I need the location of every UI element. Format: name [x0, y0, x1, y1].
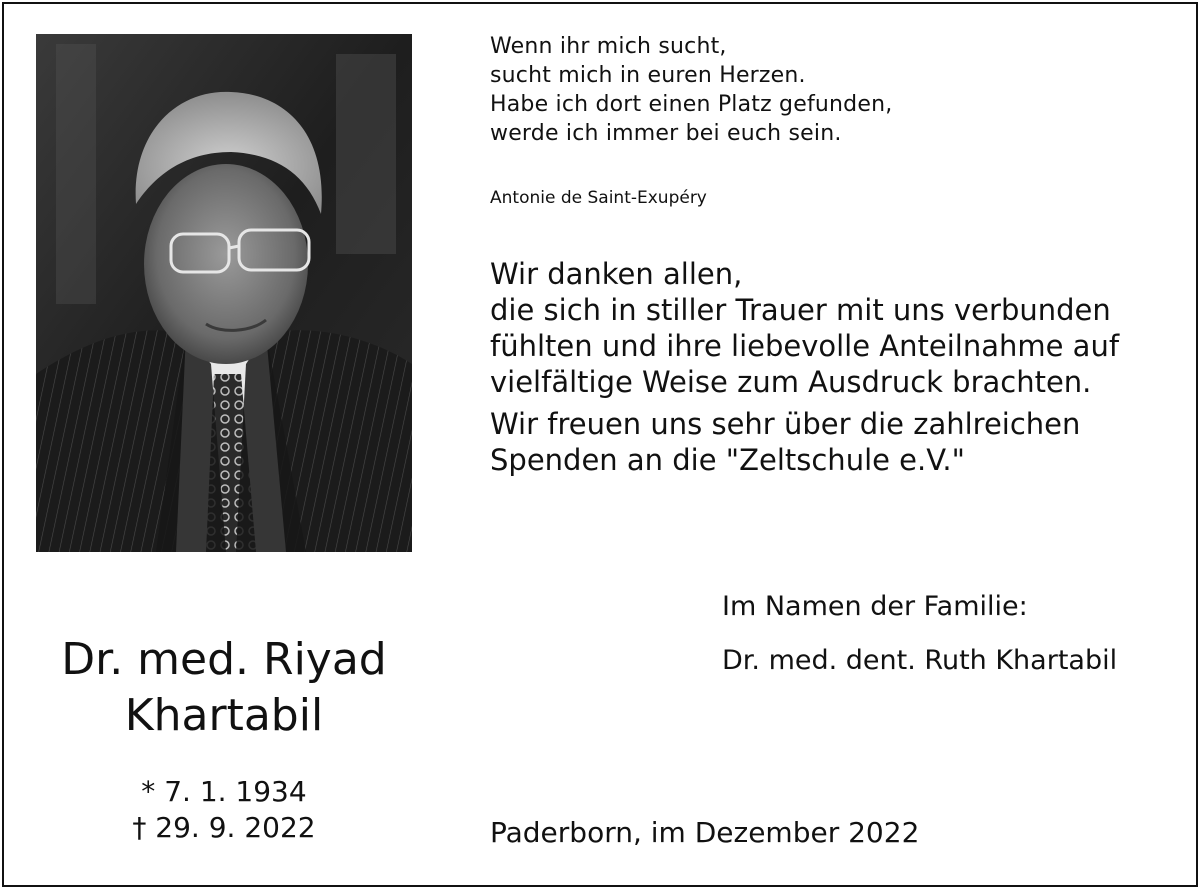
thanks-paragraph-2: [490, 406, 1170, 478]
thanks-line: die sich in stiller Trauer mit uns verbunden: [490, 293, 1111, 327]
place-and-date: Paderborn, im Dezember 2022: [490, 816, 920, 849]
portrait-photo: [36, 34, 412, 552]
quote-block: [490, 32, 950, 148]
life-dates: [20, 774, 428, 846]
thanks-line: Wir freuen uns sehr über die zahlreichen: [490, 407, 1081, 441]
family-signature: [722, 590, 1117, 678]
thanks-line: Wir danken allen,: [490, 257, 743, 291]
quote-line: Habe ich dort einen Platz gefunden,: [490, 92, 893, 117]
family-name: Dr. med. dent. Ruth Khartabil: [722, 645, 1118, 676]
birth-date: * 7. 1. 1934: [141, 775, 307, 808]
thanks-line: Spenden an die "Zeltschule e.V.": [490, 443, 965, 477]
death-date: † 29. 9. 2022: [132, 811, 316, 844]
thanks-text: [490, 256, 1170, 478]
thanks-line: fühlten und ihre liebevolle Anteilnahme auf: [490, 329, 1120, 363]
deceased-name: [20, 632, 428, 744]
quote-author: Antonie de Saint-Exupéry: [490, 188, 707, 208]
family-intro: Im Namen der Familie:: [722, 591, 1028, 622]
quote-line: werde ich immer bei euch sein.: [490, 121, 842, 146]
thanks-paragraph-1: [490, 256, 1170, 400]
quote-line: sucht mich in euren Herzen.: [490, 63, 806, 88]
portrait-image: [36, 34, 412, 552]
deceased-name-line-2: Khartabil: [124, 690, 324, 741]
deceased-name-line-1: Dr. med. Riyad: [61, 634, 387, 685]
thanks-line: vielfältige Weise zum Ausdruck brachten.: [490, 365, 1092, 399]
quote-line: Wenn ihr mich sucht,: [490, 34, 727, 59]
